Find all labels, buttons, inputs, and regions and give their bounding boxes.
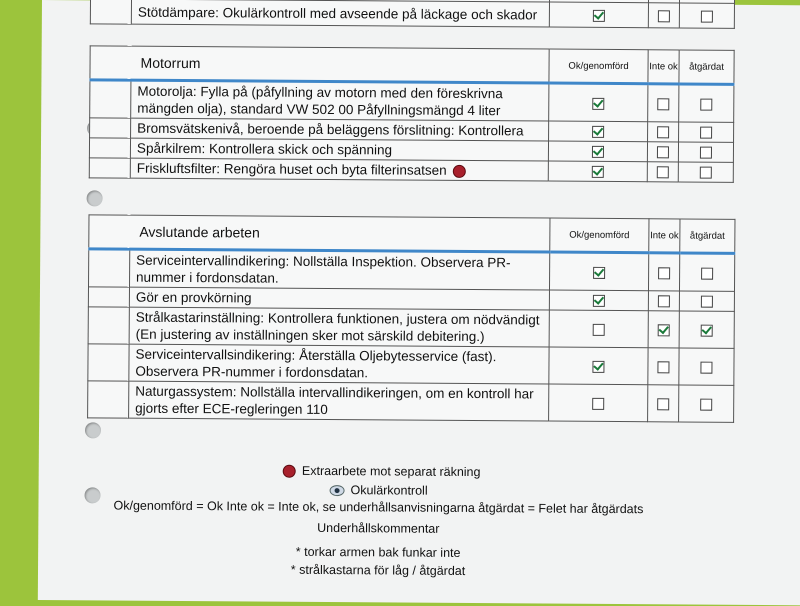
punch-hole [87, 190, 103, 206]
table-row [90, 80, 734, 122]
fixed-checkbox[interactable] [700, 147, 712, 159]
table-row [88, 344, 734, 386]
not-ok-checkbox[interactable] [657, 98, 669, 110]
fixed-checkbox[interactable] [700, 362, 712, 374]
red-dot-icon [453, 165, 466, 178]
row-description: Gör en provkörning [129, 287, 549, 310]
fixed-checkbox[interactable] [700, 127, 712, 139]
ok-checkbox[interactable] [592, 126, 604, 138]
fixed-checkbox[interactable] [701, 11, 713, 23]
not-ok-checkbox[interactable] [657, 167, 669, 179]
not-ok-checkbox[interactable] [657, 398, 669, 410]
fixed-checkbox[interactable] [701, 268, 713, 280]
row-description: Spårkilrem: Kontrollera skick och spänning [130, 138, 548, 161]
row-description: Bromsvätskenivå, beroende på beläggens förslitning: Kontrollera [131, 118, 549, 141]
ok-checkbox[interactable] [593, 10, 605, 22]
red-dot-icon [283, 465, 296, 478]
not-ok-checkbox[interactable] [658, 267, 670, 279]
ok-checkbox[interactable] [592, 166, 604, 178]
not-ok-checkbox[interactable] [658, 10, 670, 22]
ok-checkbox[interactable] [593, 295, 605, 307]
col-ok-header: Ok/genomförd [549, 49, 648, 84]
col-fixed-header: åtgärdat [679, 50, 734, 84]
col-not-ok-header: Inte ok [648, 50, 679, 84]
not-ok-checkbox[interactable] [657, 127, 669, 139]
fixed-checkbox[interactable] [700, 167, 712, 179]
not-ok-checkbox[interactable] [658, 296, 670, 308]
table-row [88, 307, 734, 349]
service-protocol-page [38, 0, 800, 606]
fixed-checkbox[interactable] [701, 296, 713, 308]
table-row [88, 249, 734, 292]
maintenance-comment: * torkar armen bak funkar inte [295, 544, 461, 560]
row-description: Friskluftsfilter: Rengöra huset och byta filterinsatsen [130, 158, 548, 181]
row-stotdampare-text: Stötdämpare: Okulärkontroll med avseende på läckage och skador [131, 0, 549, 27]
row-description: Serviceintervallindikering: Nollställa Inspektion. Observera PR-nummer i fordonsdatan. [129, 249, 549, 290]
col-fixed-header: åtgärdat [680, 219, 735, 253]
avslutande-arbeten-table [87, 214, 735, 423]
ok-checkbox[interactable] [592, 98, 604, 110]
table-row [88, 381, 734, 423]
row-description: Motorolja: Fylla på (påfyllning av motorn med den föreskrivna mängden olja), standard VW 502 00 Påfyllningsmängd 4 liter [131, 80, 549, 121]
motorrum-table [89, 45, 735, 182]
row-description: Serviceintervallsindikering: Återställa Oljebytesservice (fast). Observera PR-nummer i fordonsdatan. [129, 344, 549, 384]
fixed-checkbox[interactable] [700, 399, 712, 411]
col-not-ok-header: Inte ok [649, 219, 680, 253]
row-description: Strålkastarinställning: Kontrollera funktionen, justera om nödvändigt (En justering av inställningen sker mot särskild debitering.) [129, 307, 549, 347]
legend-extra-work: Extraarbete mot separat räkning [39, 462, 719, 481]
section-title-avslutande: Avslutande arbeten [89, 215, 550, 252]
not-ok-checkbox[interactable] [657, 147, 669, 159]
fixed-checkbox[interactable] [701, 325, 713, 337]
eye-icon [329, 485, 344, 496]
fixed-checkbox[interactable] [700, 99, 712, 111]
ok-checkbox[interactable] [592, 398, 604, 410]
section-title-motorrum: Motorrum [90, 46, 549, 83]
maintenance-comment-title: Underhållskommentar [317, 520, 440, 536]
not-ok-checkbox[interactable] [657, 361, 669, 373]
ok-checkbox[interactable] [592, 361, 604, 373]
ok-checkbox[interactable] [593, 324, 605, 336]
row-description: Naturgassystem: Nollställa intervallindikeringen, om en kontroll har gjorts efter ECE-regleringen 110 [129, 381, 549, 421]
col-ok-header: Ok/genomförd [550, 218, 649, 253]
punch-hole [85, 422, 101, 438]
ok-checkbox[interactable] [593, 267, 605, 279]
ok-checkbox[interactable] [592, 146, 604, 158]
table-row [89, 158, 733, 182]
legend-visual-check: Okulärkontroll [39, 481, 719, 500]
legend-abbreviations: Ok/genomförd = Ok Inte ok = Inte ok, se underhållsanvisningarna åtgärdat = Felet har åtgärdats [113, 498, 644, 517]
maintenance-comment: * strålkastarna för låg / åtgärdat [290, 562, 466, 578]
top-section-table [90, 0, 735, 29]
not-ok-checkbox[interactable] [658, 324, 670, 336]
